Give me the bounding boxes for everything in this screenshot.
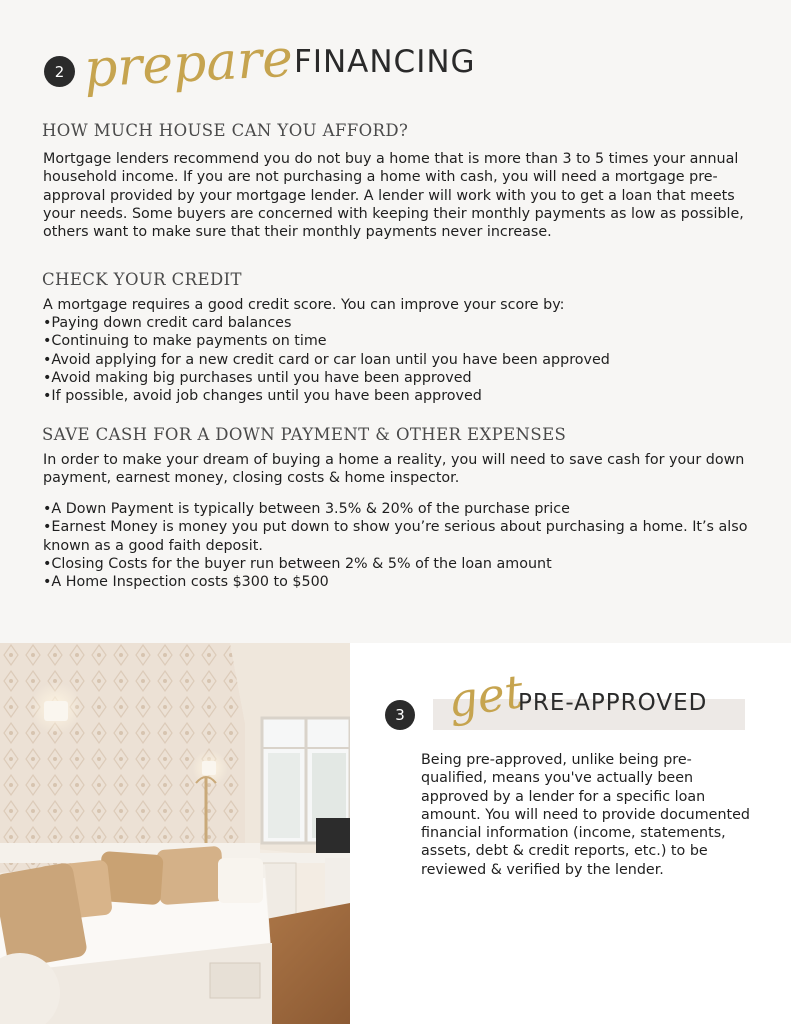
step-3-number: 3 [395,706,405,724]
bedroom-photo [0,643,350,1024]
savings-heading: SAVE CASH FOR A DOWN PAYMENT & OTHER EXPENSES [42,425,567,444]
savings-list [43,500,758,591]
list-item: •Continuing to make payments on time [43,333,327,350]
financing-title: FINANCING [294,44,476,80]
savings-intro: In order to make your dream of buying a home a reality, you will need to save cash for your down payment, earnest money, closing costs & home inspector. [43,452,745,487]
list-item: •Avoid making big purchases until you have been approved [43,369,472,386]
afford-body: Mortgage lenders recommend you do not buy a home that is more than 3 to 5 times your annual household income. If you are not purchasing a home with cash, you will need a mortgage pre-approval provided by your mortgage lender. A lender will work with you to get a loan that meets your needs. Some buyers are concerned with keeping their monthly payments as low as possible, others want to make sure that their monthly payments never increase. [43,151,744,241]
step-2-badge [44,56,75,87]
afford-heading: HOW MUCH HOUSE CAN YOU AFFORD? [42,121,409,140]
list-item: •A Home Inspection costs $300 to $500 [43,574,329,591]
get-script-word: get [444,664,527,728]
list-item: •Paying down credit card balances [43,315,292,331]
list-item: •Avoid applying for a new credit card or car loan until you have been approved [43,351,610,368]
step-2-number: 2 [54,62,65,81]
credit-heading: CHECK YOUR CREDIT [42,270,242,289]
list-item: •A Down Payment is typically between 3.5% & 20% of the purchase price [43,501,570,517]
credit-intro: A mortgage requires a good credit score. You can improve your score by: [43,297,565,313]
prepare-script-word: prepare [82,28,295,100]
step-3-badge [385,700,415,730]
list-item: •Closing Costs for the buyer run between 2% & 5% of the loan amount [43,555,552,572]
list-item: •Earnest Money is money you put down to show you’re serious about purchasing a home. It’s also known as a good faith deposit. [43,519,748,554]
pre-approved-body: Being pre-approved, unlike being pre-qualified, means you've actually been approved by a lender for a specific loan amount. You will need to provide documented financial information (income, statements, assets, debt & credit reports, etc.) to be reviewed & verified by the lender. [421,752,751,878]
pre-approved-title: PRE-APPROVED [518,690,708,716]
list-item: •If possible, avoid job changes until you have been approved [43,388,482,405]
credit-tips-list [43,314,610,405]
